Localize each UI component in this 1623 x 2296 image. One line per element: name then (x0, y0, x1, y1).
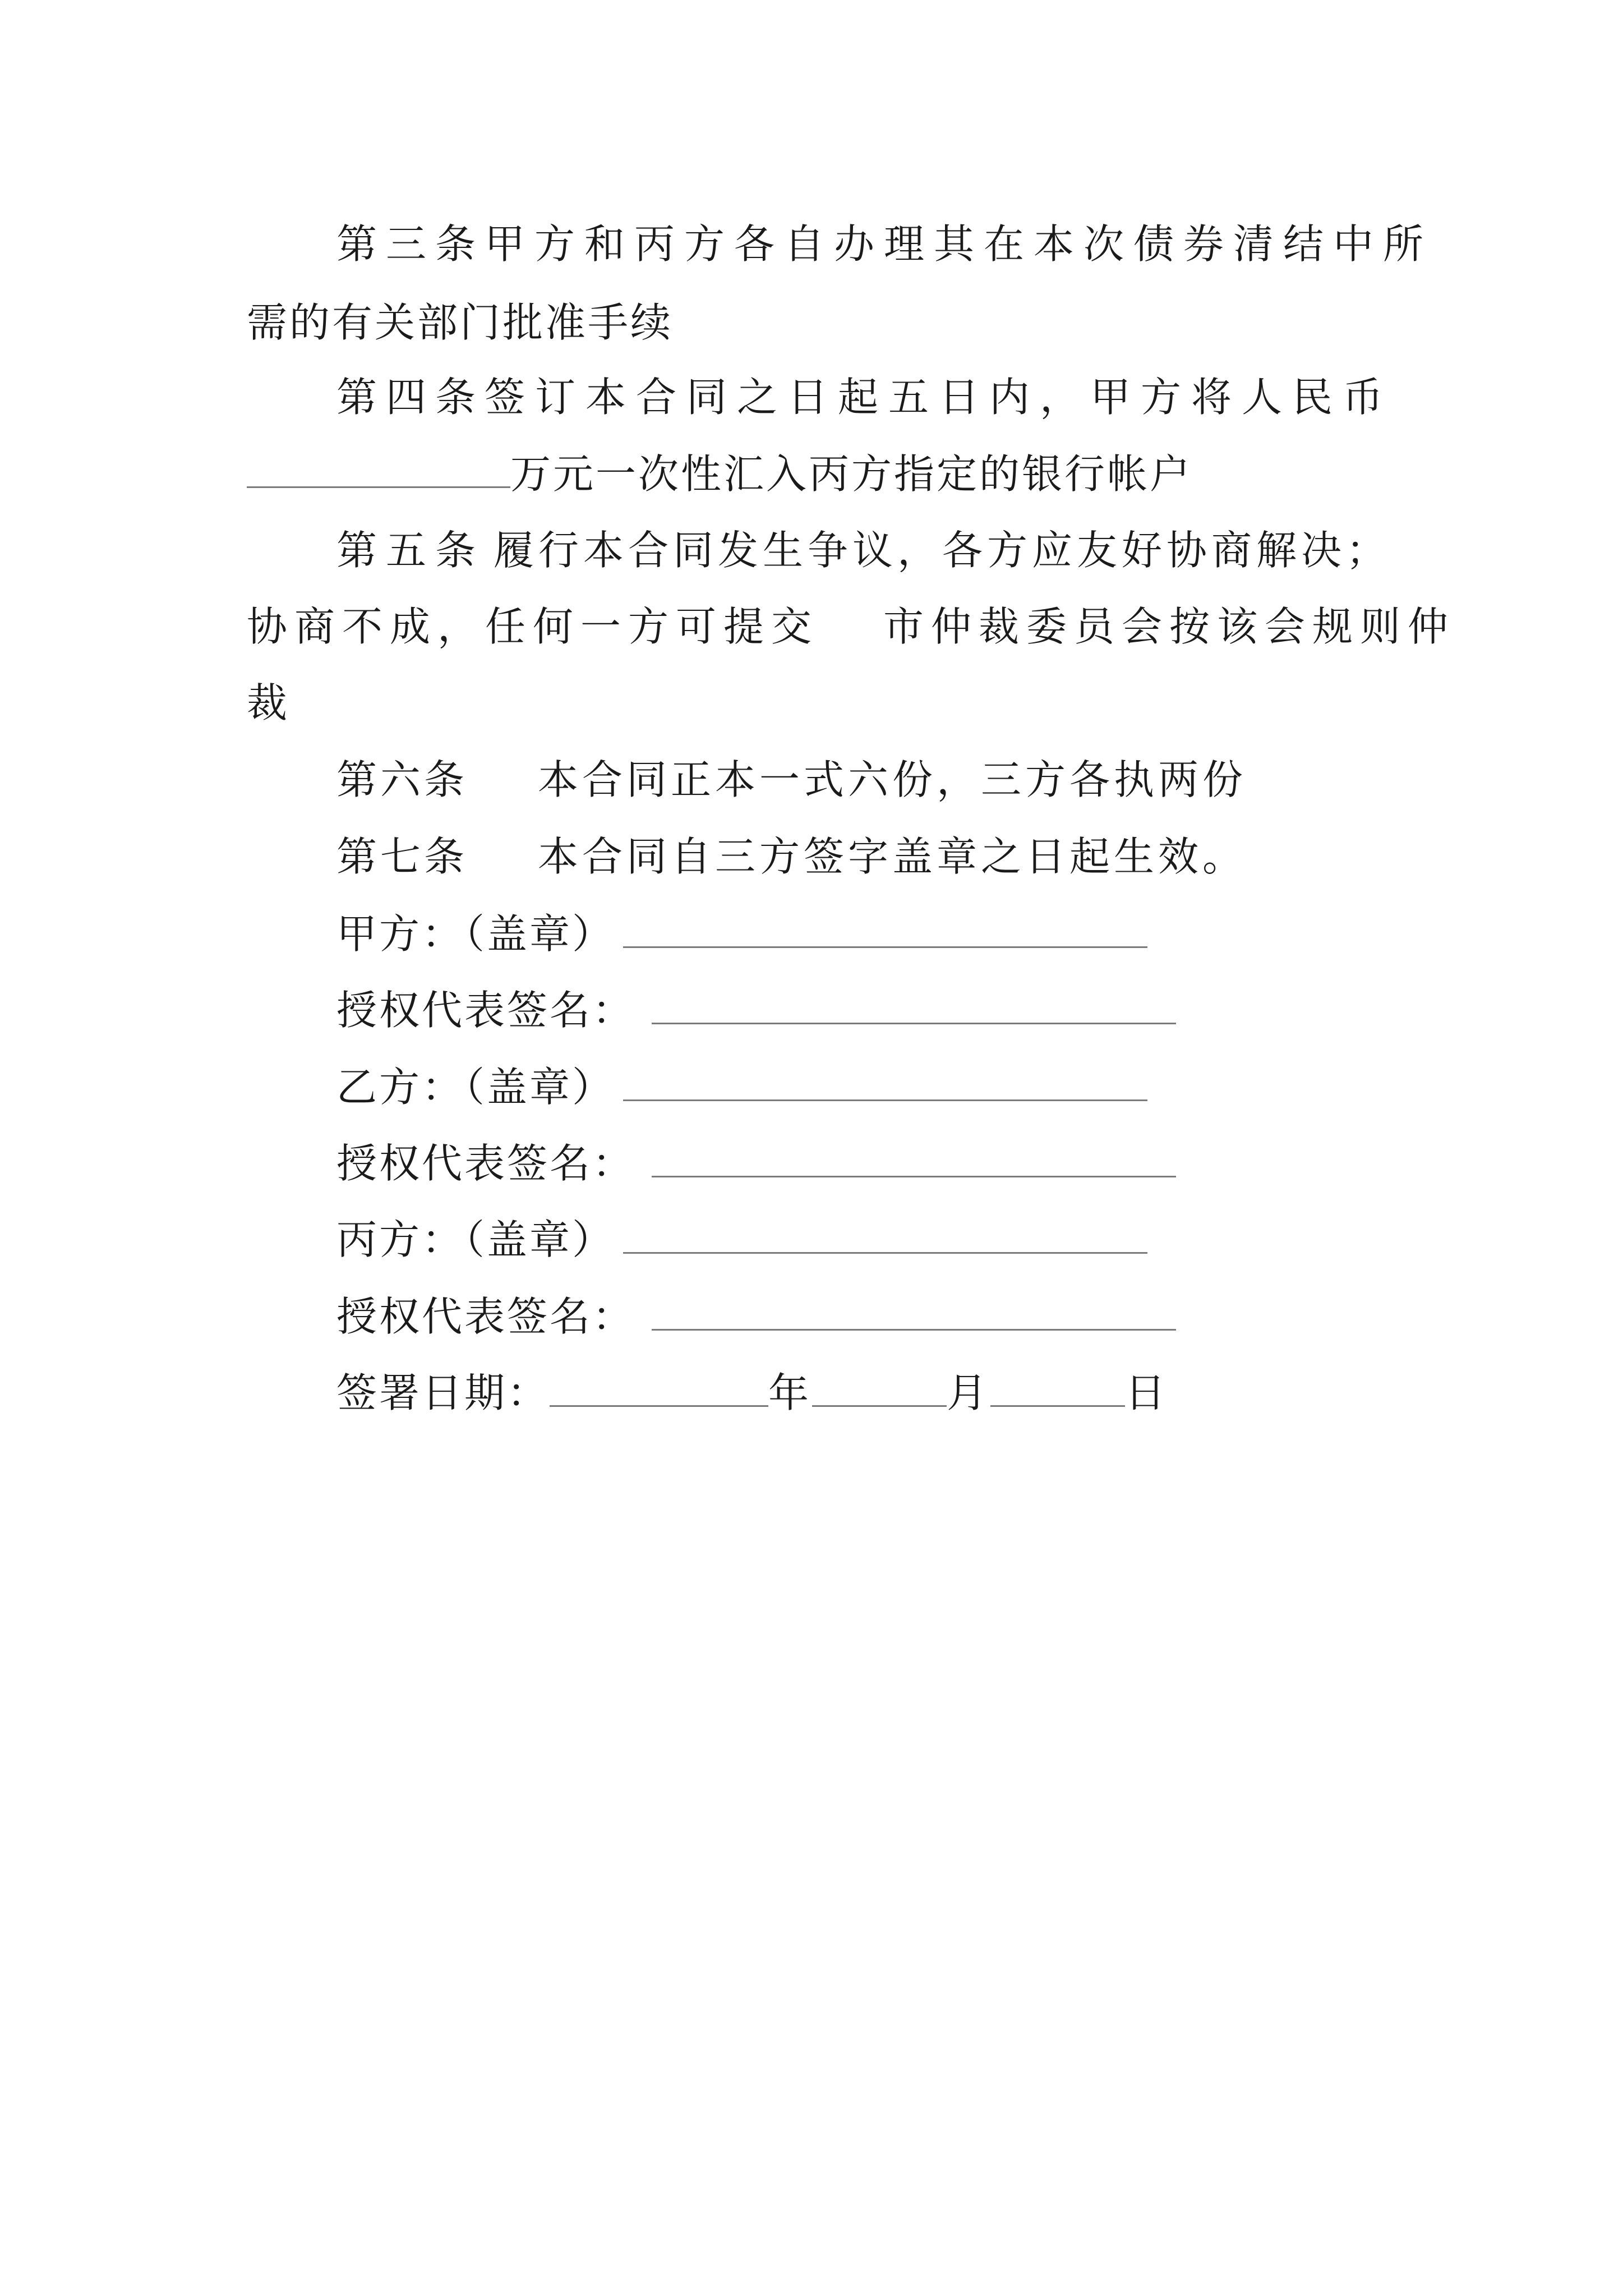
article-5-label: 第五条 (336, 527, 485, 574)
article-5-line-2 (247, 601, 1456, 652)
party-c-rep-line (336, 1291, 1176, 1342)
party-c-rep-label: 授权代表签名： (336, 1293, 635, 1340)
article-7-text: 本合同自三方签字盖章之日起生效。 (538, 833, 1247, 880)
party-b-rep-label: 授权代表签名： (336, 1140, 635, 1187)
article-6-label: 第六条 (336, 756, 468, 803)
year-blank[interactable] (550, 1372, 768, 1407)
article-7-label: 第七条 (336, 833, 468, 880)
article-4-line-2 (247, 449, 1192, 499)
amount-blank[interactable] (247, 453, 510, 488)
party-c-line (336, 1214, 1147, 1265)
article-4-line-1 (336, 372, 1394, 422)
party-b-rep-signature-blank[interactable] (652, 1142, 1176, 1177)
day-blank[interactable] (990, 1372, 1125, 1407)
article-3-text-2: 需的有关部门批准手续 (247, 299, 674, 346)
article-6-line (336, 754, 1247, 805)
year-label: 年 (768, 1369, 813, 1416)
article-5-text-2b: 市仲裁委员会按该会规则仲 (883, 603, 1456, 650)
month-label: 月 (947, 1369, 991, 1416)
party-a-line (336, 909, 1147, 959)
party-a-seal-blank[interactable] (623, 913, 1147, 948)
party-b-rep-line (336, 1138, 1176, 1189)
party-a-rep-line (336, 985, 1176, 1036)
month-blank[interactable] (812, 1372, 947, 1407)
article-7-line (336, 831, 1247, 882)
party-c-seal-blank[interactable] (623, 1218, 1147, 1254)
party-a-rep-signature-blank[interactable] (652, 989, 1176, 1024)
article-3-label: 第三条 (336, 220, 485, 268)
article-3-line-1 (336, 219, 1433, 269)
party-c-label: 丙方：（盖章） (336, 1216, 615, 1263)
article-5-line-3 (247, 678, 291, 728)
article-4-label: 第四条 (336, 374, 485, 421)
party-a-label: 甲方：（盖章） (336, 910, 615, 958)
article-4-text-1: 签订本合同之日起五日内，甲方将人民币 (485, 374, 1394, 421)
party-b-label: 乙方：（盖章） (336, 1064, 615, 1111)
article-3-text-1: 甲方和丙方各自办理其在本次债券清结中所 (485, 220, 1433, 268)
signing-date-label: 签署日期： (336, 1369, 550, 1416)
article-5-text-1: 履行本合同发生争议，各方应友好协商解决； (493, 527, 1391, 574)
party-a-rep-label: 授权代表签名： (336, 987, 635, 1034)
article-5-line-1 (336, 525, 1391, 576)
signing-date-line (336, 1368, 1169, 1418)
party-b-line (336, 1062, 1147, 1112)
article-5-text-3: 裁 (247, 679, 291, 726)
party-c-rep-signature-blank[interactable] (652, 1295, 1176, 1331)
article-3-line-2 (247, 297, 673, 348)
article-4-text-2: 万元一次性汇入丙方指定的银行帐户 (510, 450, 1193, 498)
article-5-text-2a: 协商不成，任何一方可提交 (247, 603, 819, 650)
party-b-seal-blank[interactable] (623, 1066, 1147, 1101)
day-label: 日 (1125, 1369, 1169, 1416)
article-6-text: 本合同正本一式六份，三方各执两份 (538, 756, 1247, 803)
